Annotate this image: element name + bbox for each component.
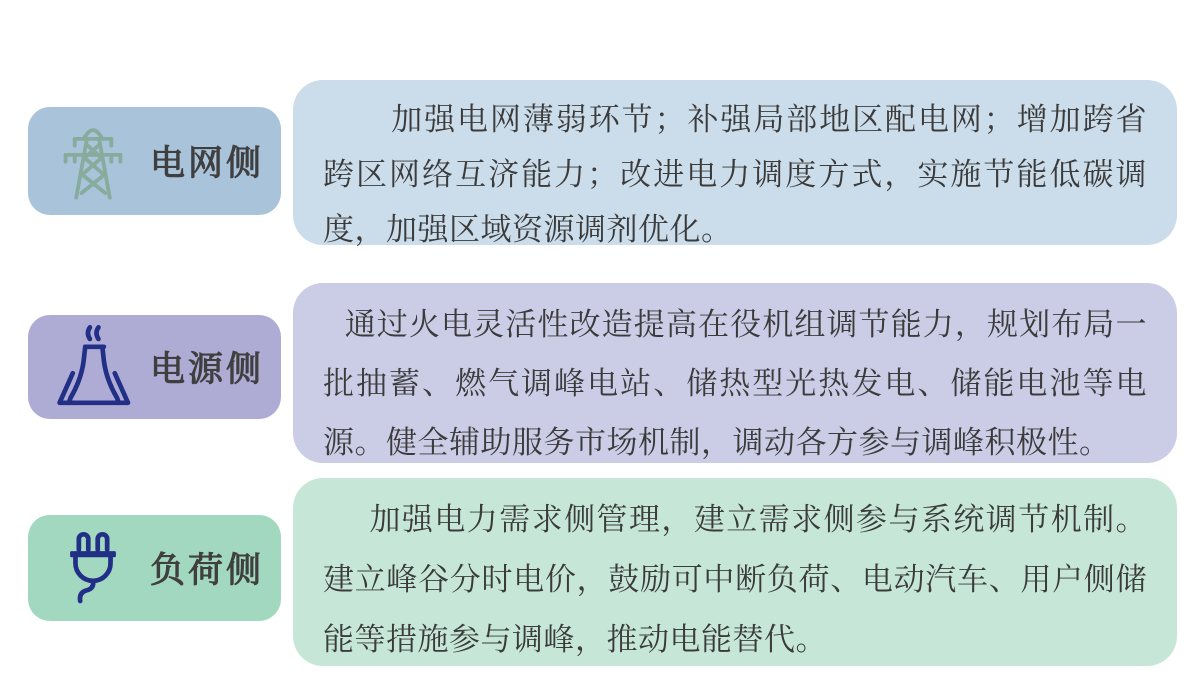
plug-icon (50, 527, 136, 609)
load-side-paragraph: 加强电力需求侧管理，建立需求侧参与系统调节机制。建立峰谷分时电价，鼓励可中断负荷、电动汽车、用户侧储能等措施参与调峰，推动电能替代。 (323, 502, 1147, 657)
source-side-label: 电源侧 (150, 350, 265, 389)
grid-side-label-pill (28, 107, 281, 215)
load-side-label-pill (28, 515, 281, 621)
cooling-tower-icon (50, 325, 136, 409)
grid-side-text-box (293, 80, 1177, 245)
load-side-text-box (293, 478, 1177, 666)
source-side-paragraph: 通过火电灵活性改造提高在役机组调节能力，规划布局一批抽蓄、燃气调峰电站、储热型光热发电、储能电池等电源。健全辅助服务市场机制，调动各方参与调峰积极性。 (323, 307, 1147, 460)
transmission-tower-icon (50, 119, 136, 203)
source-side-text-box (293, 283, 1177, 463)
load-side-label: 负荷侧 (150, 551, 265, 590)
grid-side-label: 电网侧 (150, 144, 265, 183)
source-side-label-pill (28, 315, 281, 419)
grid-side-paragraph: 加强电网薄弱环节；补强局部地区配电网；增加跨省跨区网络互济能力；改进电力调度方式，实施节能低碳调度，加强区域资源调剂优化。 (323, 102, 1147, 247)
